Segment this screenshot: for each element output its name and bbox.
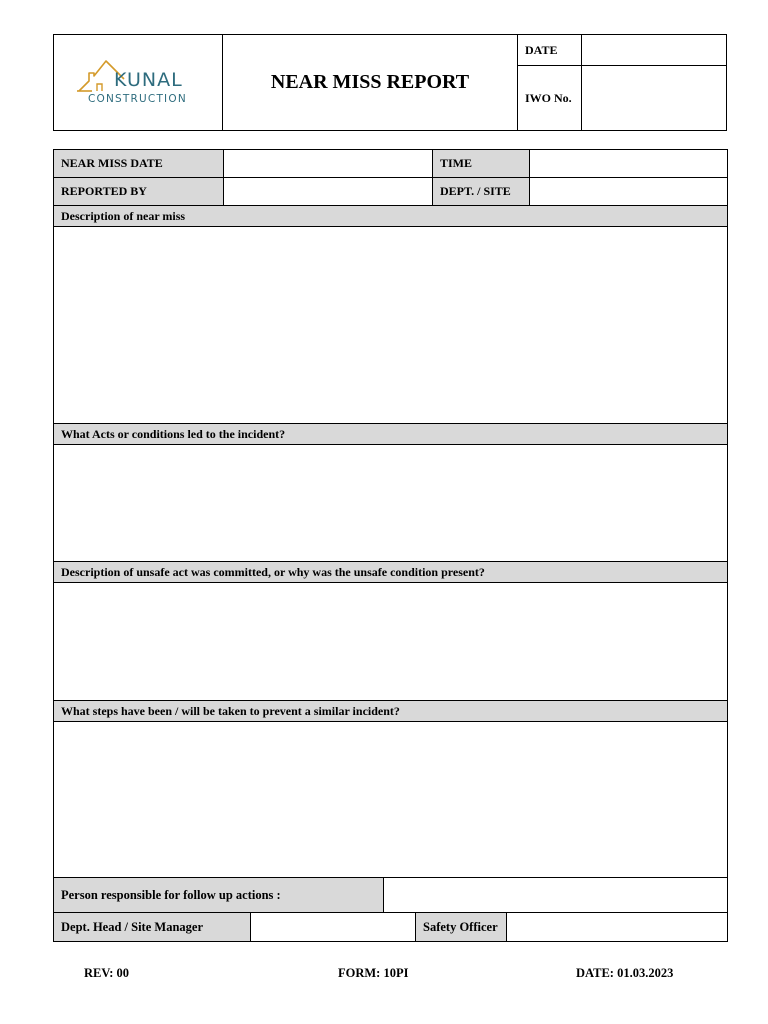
- company-logo: [76, 57, 201, 109]
- logo-name: KUNAL: [114, 69, 183, 91]
- unsafe-act-description-field[interactable]: [54, 583, 727, 701]
- dept-head-label: Dept. Head / Site Manager: [54, 913, 251, 941]
- section-heading: What Acts or conditions led to the incident?: [54, 424, 727, 445]
- footer-date: DATE: 01.03.2023: [576, 966, 674, 980]
- form-header: [53, 34, 727, 131]
- near-miss-date-field[interactable]: [224, 150, 433, 178]
- safety-officer-field[interactable]: [507, 913, 727, 941]
- section-heading: Description of near miss: [54, 206, 727, 227]
- iwo-number-field[interactable]: [582, 66, 726, 130]
- acts-conditions-field[interactable]: [54, 445, 727, 562]
- dept-site-label: DEPT. / SITE: [433, 178, 530, 206]
- near-miss-date-label: NEAR MISS DATE: [54, 150, 224, 178]
- logo-subtitle: CONSTRUCTION: [88, 93, 187, 105]
- person-responsible-field[interactable]: [384, 878, 727, 913]
- reported-by-label: REPORTED BY: [54, 178, 224, 206]
- time-label: TIME: [433, 150, 530, 178]
- logo-cell: [54, 35, 223, 130]
- footer-form-number: FORM: 10PI: [338, 966, 409, 980]
- prevention-steps-field[interactable]: [54, 722, 727, 878]
- section-heading: What steps have been / will be taken to prevent a similar incident?: [54, 701, 727, 722]
- person-responsible-label: Person responsible for follow up actions :: [54, 878, 384, 913]
- dept-head-field[interactable]: [251, 913, 416, 941]
- dept-site-field[interactable]: [530, 178, 727, 206]
- time-field[interactable]: [530, 150, 727, 178]
- header-date-field[interactable]: [582, 35, 726, 66]
- near-miss-description-field[interactable]: [54, 227, 727, 424]
- safety-officer-label: Safety Officer: [416, 913, 507, 941]
- iwo-number-label: IWO No.: [518, 66, 582, 130]
- page-title: NEAR MISS REPORT: [223, 35, 518, 130]
- section-heading: Description of unsafe act was committed, or why was the unsafe condition present?: [54, 562, 727, 583]
- footer-revision: REV: 00: [84, 966, 130, 980]
- reported-by-field[interactable]: [224, 178, 433, 206]
- header-date-label: DATE: [518, 35, 582, 66]
